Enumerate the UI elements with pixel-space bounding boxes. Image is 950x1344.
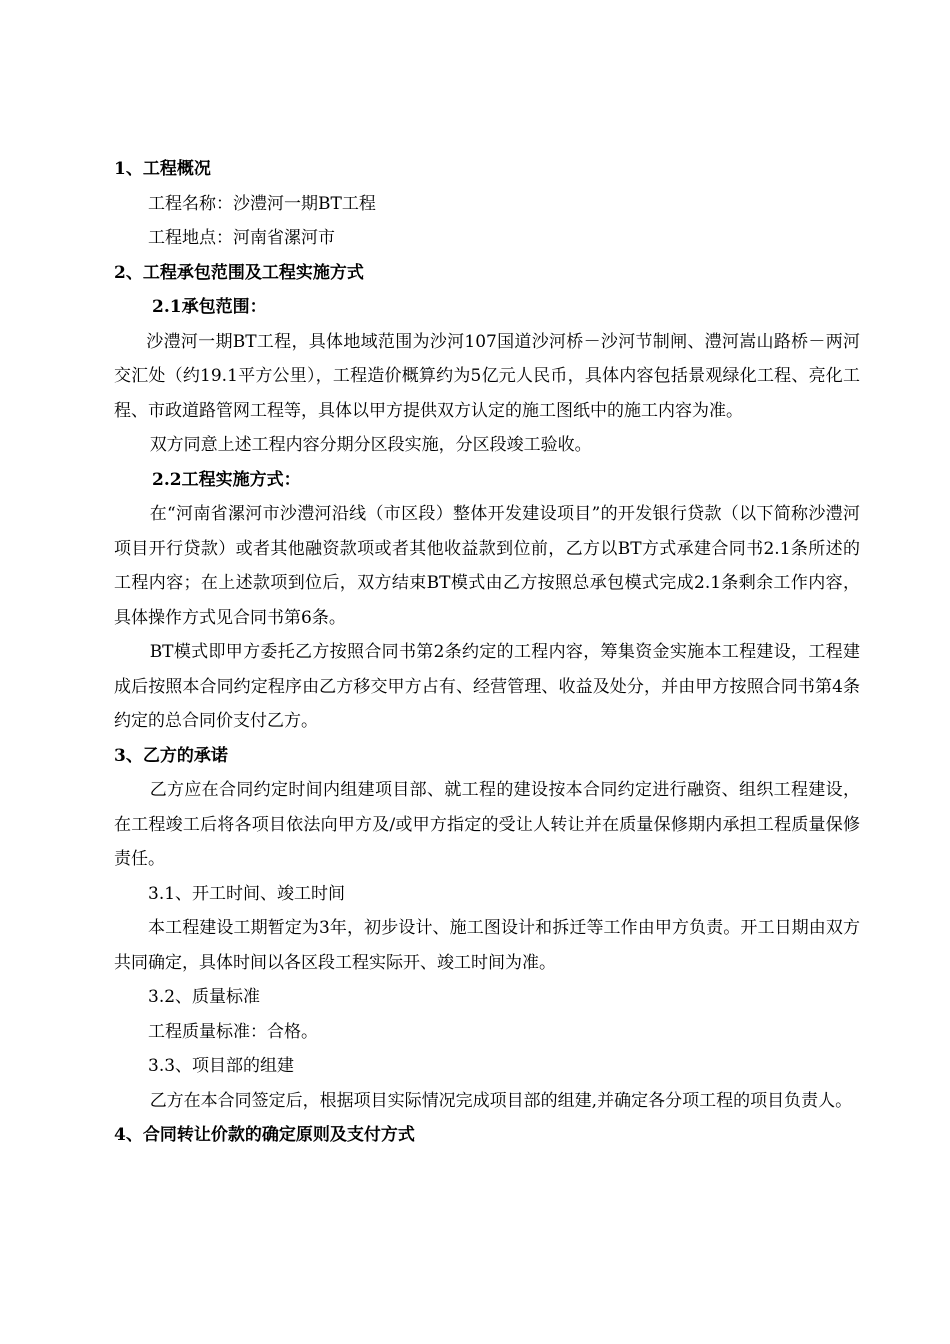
section-3-3-heading: 3.3、项目部的组建 (148, 1056, 295, 1076)
section-1-heading: 1、工程概况 (114, 159, 211, 179)
section-2-1-paragraph-2: 双方同意上述工程内容分期分区段实施，分区段竣工验收。 (149, 435, 592, 455)
section-2-2-paragraph-1: 在“河南省漯河市沙澧河沿线（市区段）整体开发建设项目”的开发银行贷款（以下简称沙澧河项目开行贷款）或者其他融资款项或者其他收益款到位前，乙方以BT方式承建合同书2.1条所述的工程内容；在上述款项到位后，双方结束BT模式由乙方按照总承包模式完成2.1条剩余工作内容，具体操作方式见合同书第6条。 (114, 504, 860, 628)
project-location-line: 工程地点：河南省漯河市 (148, 228, 335, 248)
section-2-heading: 2、工程承包范围及工程实施方式 (114, 262, 364, 283)
section-3-2-heading: 3.2、质量标准 (148, 987, 261, 1007)
section-3-1-paragraph: 本工程建设工期暂定为3年，初步设计、施工图设计和拆迁等工作由甲方负责。开工日期由双方共同确定，具体时间以各区段工程实际开、竣工时间为准。 (114, 918, 860, 973)
section-2-2-heading: 2.2工程实施方式： (152, 469, 301, 490)
section-3-paragraph-1: 乙方应在合同约定时间内组建项目部、就工程的建设按本合同约定进行融资、组织工程建设，在工程竣工后将各项目依法向甲方及/或甲方指定的受让人转让并在质量保修期内承担工程质量保修责任。 (114, 780, 860, 869)
section-2-2-paragraph-2: BT模式即甲方委托乙方按照合同书第2条约定的工程内容，筹集资金实施本工程建设，工程建成后按照本合同约定程序由乙方移交甲方占有、经营管理、收益及处分，并由甲方按照合同书第4条约定的总合同价支付乙方。 (114, 642, 860, 731)
section-3-1-heading: 3.1、开工时间、竣工时间 (148, 883, 346, 904)
project-name-line: 工程名称：沙澧河一期BT工程 (148, 193, 376, 214)
section-4-heading: 4、合同转让价款的确定原则及支付方式 (114, 1125, 415, 1145)
section-3-2-paragraph: 工程质量标准：合格。 (148, 1021, 318, 1042)
section-2-1-heading: 2.1承包范围： (152, 297, 267, 317)
section-2-1-paragraph-1: 沙澧河一期BT工程，具体地域范围为沙河107国道沙河桥－沙河节制闸、澧河嵩山路桥－两河交汇处（约19.1平方公里），工程造价概算约为5亿元人民币，具体内容包括景观绿化工程、亮化工程、市政道路管网工程等，具体以甲方提供双方认定的施工图纸中的施工内容为准。 (114, 331, 860, 421)
document-body (114, 152, 860, 1153)
section-3-heading: 3、乙方的承诺 (114, 745, 228, 766)
section-3-3-paragraph: 乙方在本合同签定后，根据项目实际情况完成项目部的组建,并确定各分项工程的项目负责人。 (149, 1090, 853, 1111)
